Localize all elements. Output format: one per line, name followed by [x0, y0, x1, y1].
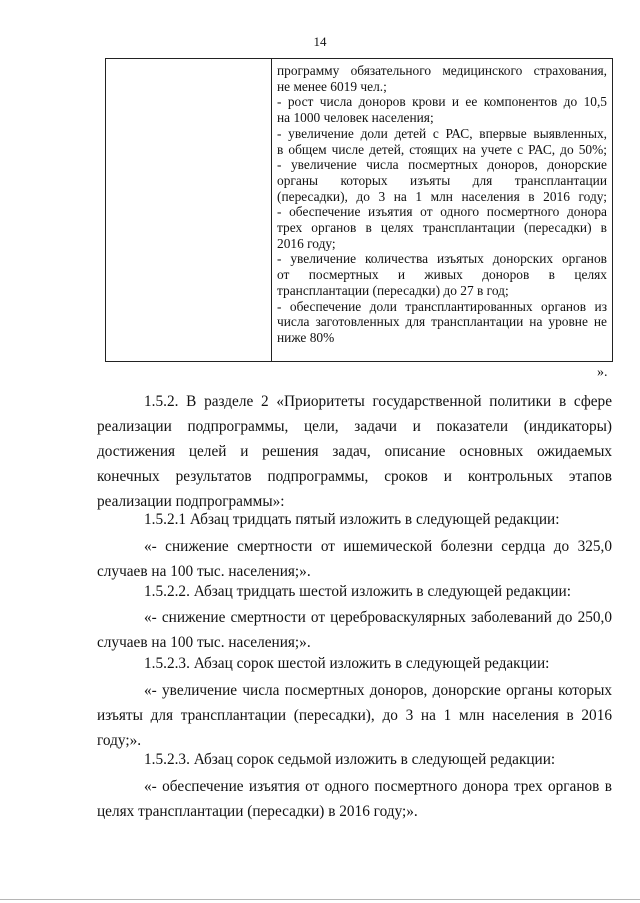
- paragraph-line: случаев на 100 тыс. населения;».: [97, 634, 311, 651]
- paragraph-1-5-2-2: [97, 579, 612, 604]
- paragraph-amendment-2: [97, 605, 612, 655]
- paragraph-line: году;».: [97, 732, 142, 749]
- paragraph-1-5-2-3b: [97, 747, 612, 772]
- paragraph-line: «- увеличение числа посмертных доноров, донорские органы которых: [144, 682, 612, 699]
- paragraph-line: случаев на 100 тыс. населения;».: [97, 563, 311, 580]
- paragraph-line: «- обеспечение изъятия от одного посмертного донора трех органов в: [144, 778, 612, 795]
- table-line: не менее 6019 чел.;: [277, 78, 387, 94]
- paragraph-line: 1.5.2.2. Абзац тридцать шестой изложить в следующей редакции:: [144, 583, 571, 600]
- paragraph-line: 1.5.2.3. Абзац сорок седьмой изложить в следующей редакции:: [144, 751, 556, 768]
- paragraph-line: «- снижение смертности от ишемической болезни сердца до 325,0: [144, 538, 612, 555]
- table-line: трансплантации (пересадки) до 27 в год;: [277, 282, 509, 298]
- paragraph-line: 1.5.2.1 Абзац тридцать пятый изложить в следующей редакции:: [144, 511, 560, 528]
- table-line: 2016 году;: [277, 235, 336, 251]
- paragraph-line: «- снижение смертности от цереброваскулярных заболеваний до 250,0: [144, 609, 612, 626]
- paragraph-line: 1.5.2. В разделе 2 «Приоритеты государственной политики в сфере: [144, 393, 612, 410]
- paragraph-amendment-1: [97, 534, 612, 584]
- paragraph-amendment-4: [97, 774, 612, 824]
- paragraph-line: целях трансплантации (пересадки) в 2016 году;».: [97, 803, 418, 820]
- table-line: органы которых изъяты для трансплантации: [277, 172, 607, 188]
- paragraph-1-5-2-3a: [97, 651, 612, 676]
- table-line: числа заготовленных для трансплантации на уровне не: [277, 314, 607, 330]
- table-line: программу обязательного медицинского страхования,: [277, 63, 607, 78]
- page-bottom-edge: [0, 899, 640, 900]
- table-line: (пересадки), до 3 на 1 млн населения в 2016 году;: [277, 188, 607, 204]
- table-line: - рост числа доноров крови и ее компонентов до 10,5: [277, 94, 607, 110]
- indicators-table: [105, 58, 613, 362]
- page-number: 14: [313, 34, 327, 49]
- table-line: в общем числе детей, стоящих на учете с РАС, до 50%;: [277, 141, 607, 157]
- closing-quote: ».: [597, 365, 608, 380]
- paragraph-1-5-2: [97, 389, 612, 514]
- paragraph-line: 1.5.2.3. Абзац сорок шестой изложить в следующей редакции:: [144, 655, 550, 672]
- paragraph-line: достижения целей и решения задач, описание основных ожидаемых: [97, 443, 612, 460]
- table-left-cell: [106, 59, 272, 361]
- table-line: от посмертных и живых доноров в целях: [277, 267, 607, 283]
- table-line: - увеличение количества изъятых донорских органов: [277, 251, 607, 267]
- table-right-cell: [272, 59, 612, 361]
- paragraph-line: изъяты для трансплантации (пересадки), до 3 на 1 млн населения в 2016: [97, 707, 612, 724]
- table-line: - увеличение числа посмертных доноров, донорские: [277, 157, 607, 173]
- table-line: на 1000 человек населения;: [277, 110, 434, 126]
- paragraph-line: конечных результатов подпрограммы, сроков и контрольных этапов: [97, 468, 612, 485]
- table-line: ниже 80%: [277, 329, 335, 345]
- table-line: трех органов в целях трансплантации (пересадки) в: [277, 220, 607, 236]
- paragraph-line: реализации подпрограммы, цели, задачи и показатели (индикаторы): [97, 418, 612, 435]
- paragraph-line: реализации подпрограммы»:: [97, 493, 285, 510]
- paragraph-1-5-2-1: [97, 507, 612, 532]
- table-line: - увеличение доли детей с РАС, впервые выявленных,: [277, 125, 607, 141]
- table-line: - обеспечение изъятия от одного посмертного донора: [277, 204, 607, 220]
- paragraph-amendment-3: [97, 678, 612, 753]
- table-line: - обеспечение доли трансплантированных органов из: [277, 298, 607, 314]
